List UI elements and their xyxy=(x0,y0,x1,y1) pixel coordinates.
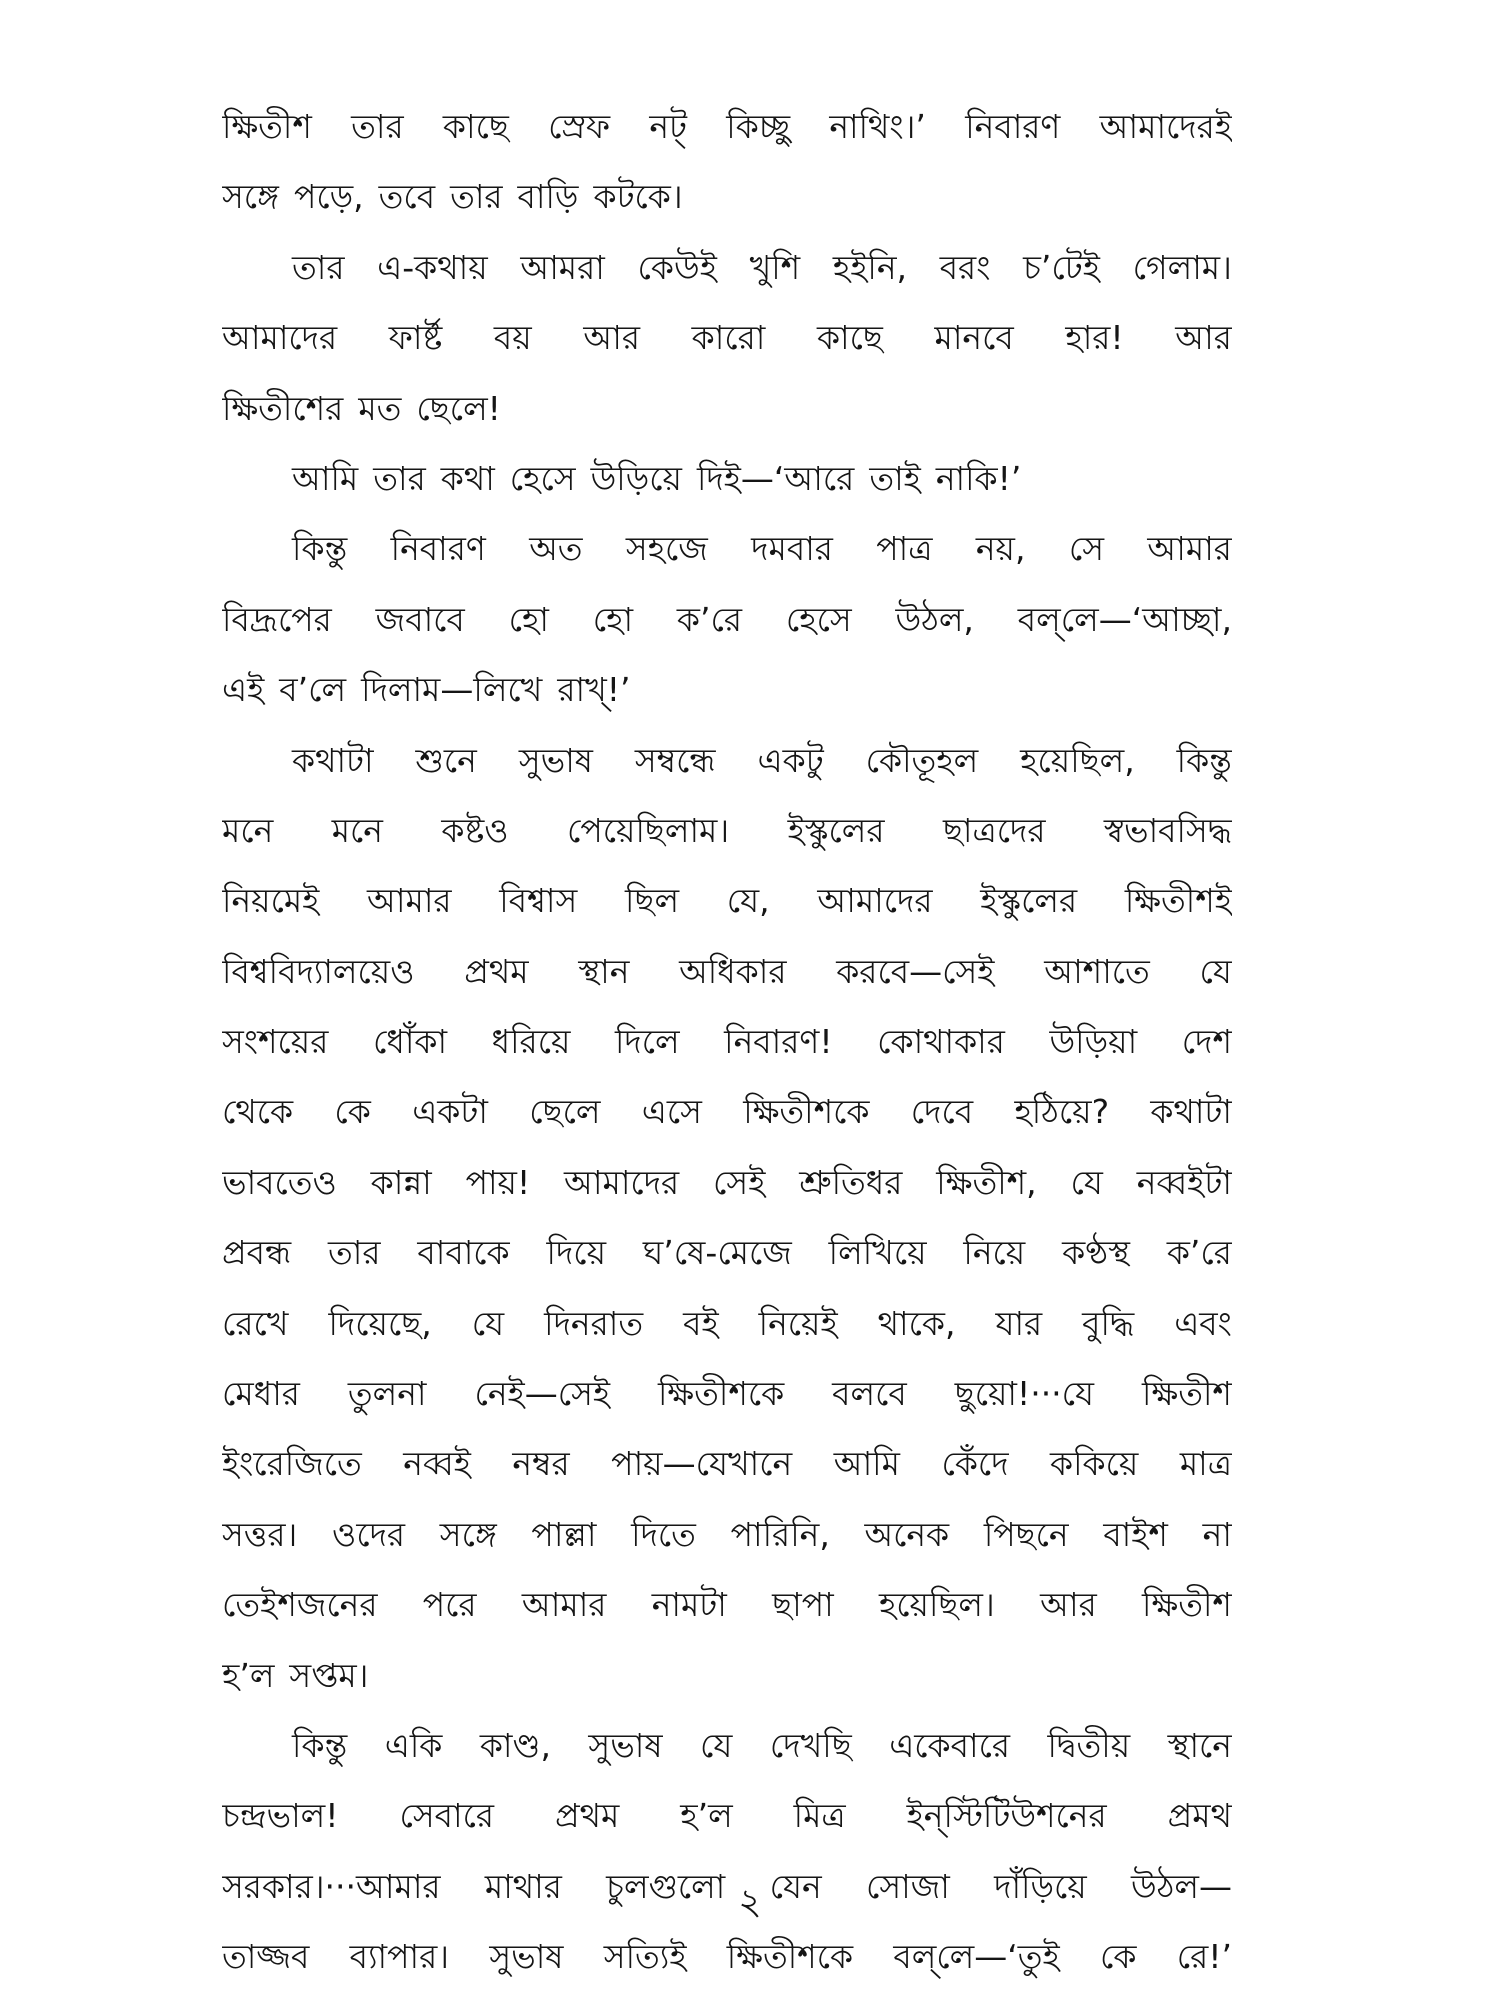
text-line: তাজ্জব ব্যাপার। সুভাষ সত্যিই ক্ষিতীশকে বল্‌লে—‘তুই কে রে!’ xyxy=(222,1937,1232,1977)
text-line: ক্ষিতীশের মত ছেলে! xyxy=(222,388,501,428)
text-line: মেধার তুলনা নেই—সেই ক্ষিতীশকে বলবে ছুয়ো!···যে ক্ষিতীশ xyxy=(222,1374,1232,1414)
text-line: হ’ল সপ্তম। xyxy=(222,1655,369,1695)
text-line: সত্তর। ওদের সঙ্গে পাল্লা দিতে পারিনি, অনেক পিছনে বাইশ না xyxy=(222,1514,1232,1554)
text-line: বিদ্রূপের জবাবে হো হো ক’রে হেসে উঠল, বল্‌লে—‘আচ্ছা, xyxy=(222,599,1232,639)
body-text xyxy=(222,92,1232,1993)
text-line: প্রবন্ধ তার বাবাকে দিয়ে ঘ’ষে-মেজে লিখিয়ে নিয়ে কণ্ঠস্থ ক’রে xyxy=(222,1233,1232,1273)
text-line: ক্ষিতীশ তার কাছে স্রেফ নট্‌ কিচ্ছু নাথিং।’ নিবারণ আমাদেরই xyxy=(222,107,1232,146)
text-line: রেখে দিয়েছে, যে দিনরাত বই নিয়েই থাকে, যার বুদ্ধি এবং xyxy=(222,1303,1232,1343)
text-line: আমাদের ফার্ষ্ট বয় আর কারো কাছে মানবে হার! আর xyxy=(222,318,1232,358)
text-line: তার এ-কথায় আমরা কেউই খুশি হইনি, বরং চ’টেই গেলাম। xyxy=(292,247,1232,287)
text-line: থেকে কে একটা ছেলে এসে ক্ষিতীশকে দেবে হঠিয়ে? কথাটা xyxy=(222,1092,1232,1132)
text-line: ভাবতেও কান্না পায়! আমাদের সেই শ্রুতিধর ক্ষিতীশ, যে নব্বইটা xyxy=(222,1162,1232,1202)
text-line: সরকার।···আমার মাথার চুলগুলো যেন সোজা দাঁড়িয়ে উঠল— xyxy=(222,1866,1232,1906)
text-line: সঙ্গে পড়ে, তবে তার বাড়ি কটকে। xyxy=(222,177,683,217)
text-line: কথাটা শুনে সুভাষ সম্বন্ধে একটু কৌতূহল হয়েছিল, কিন্তু xyxy=(292,740,1232,780)
text-line: কিন্তু একি কাণ্ড, সুভাষ যে দেখছি একেবারে দ্বিতীয় স্থানে xyxy=(292,1725,1232,1765)
text-line: সংশয়ের ধোঁকা ধরিয়ে দিলে নিবারণ! কোথাকার উড়িয়া দেশ xyxy=(222,1022,1232,1062)
text-line: মনে মনে কষ্টও পেয়েছিলাম। ইস্কুলের ছাত্রদের স্বভাবসিদ্ধ xyxy=(222,810,1232,850)
text-line: চন্দ্রভাল! সেবারে প্রথম হ’ল মিত্র ইন্‌স্টিটিউশনের প্রমথ xyxy=(222,1796,1232,1836)
text-line: নিয়মেই আমার বিশ্বাস ছিল যে, আমাদের ইস্কুলের ক্ষিতীশই xyxy=(222,881,1232,921)
text-line: ইংরেজিতে নব্বই নম্বর পায়—যেখানে আমি কেঁদে ককিয়ে মাত্র xyxy=(222,1444,1232,1484)
text-line: বিশ্ববিদ্যালয়েও প্রথম স্থান অধিকার করবে—সেই আশাতে যে xyxy=(222,951,1232,991)
text-line: এই ব’লে দিলাম—লিখে রাখ্‌!’ xyxy=(222,670,631,710)
text-line: তেইশজনের পরে আমার নামটা ছাপা হয়েছিল। আর ক্ষিতীশ xyxy=(222,1585,1232,1625)
page-number: ২ xyxy=(738,1882,762,1923)
text-line: আমি তার কথা হেসে উড়িয়ে দিই—‘আরে তাই নাকি!’ xyxy=(292,458,1022,498)
text-line: কিন্তু নিবারণ অত সহজে দমবার পাত্র নয়, সে আমার xyxy=(292,529,1232,569)
